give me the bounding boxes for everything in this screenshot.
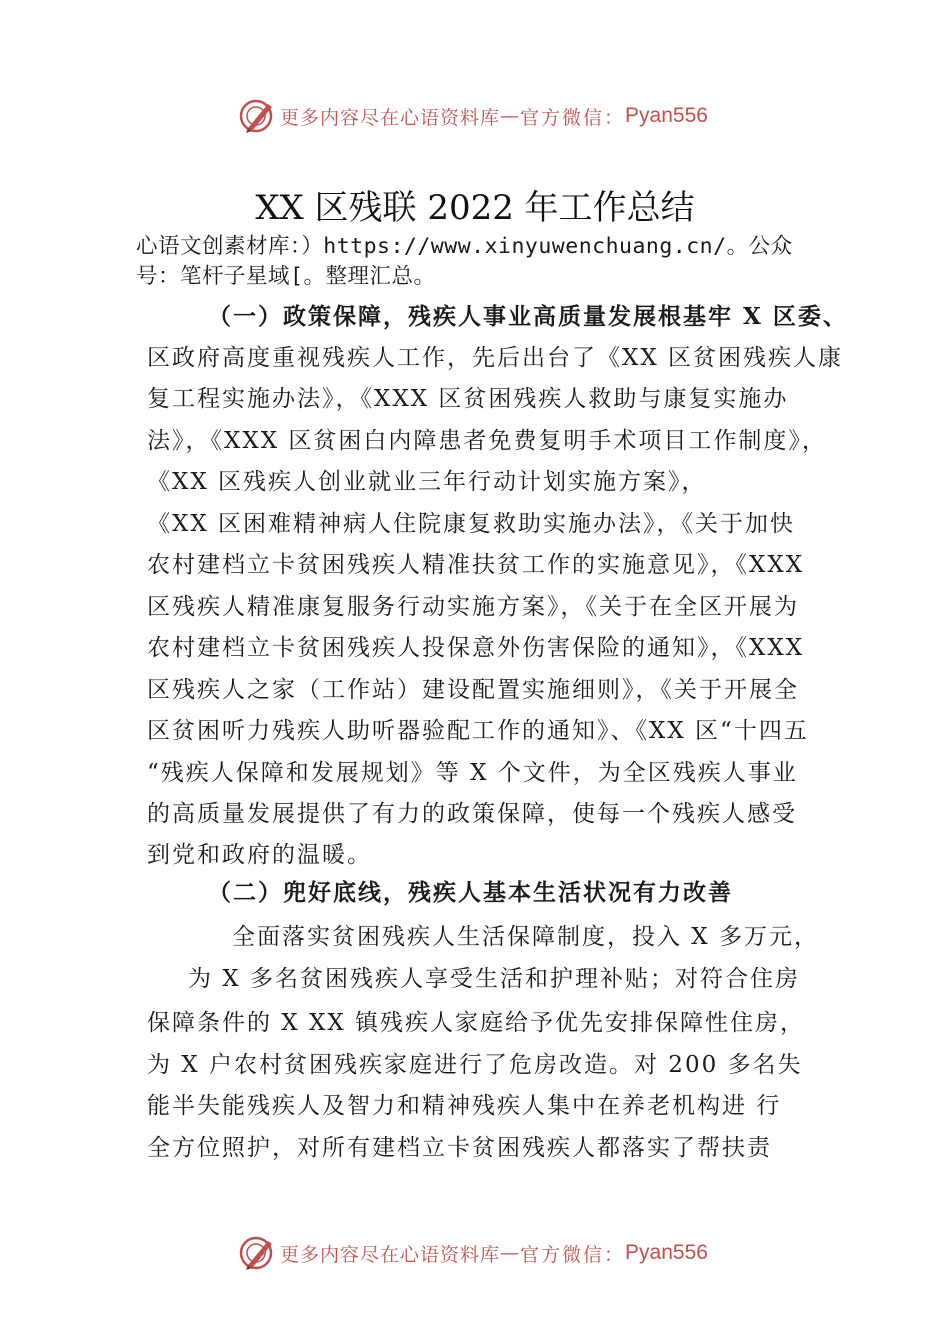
footer-banner: [238, 1233, 708, 1273]
paragraph-line: 区政府高度重视残疾人工作，先后出台了《XX 区贫困残疾人康: [147, 345, 844, 371]
pen-logo-icon: [238, 96, 278, 136]
banner-wechat-id: Pyan556: [625, 104, 708, 127]
document-title: XX 区残联 2022 年工作总结: [255, 188, 695, 228]
source-line: 心语文创素材库：）https://www.xinyuwenchuang.cn/。公众: [136, 234, 793, 259]
banner-wechat-id: Pyan556: [625, 1241, 708, 1264]
paragraph-line: 保障条件的 X XX 镇残疾人家庭给予优先安排保障性住房，: [147, 1010, 806, 1036]
paragraph-line: 农村建档立卡贫困残疾人投保意外伤害保险的通知》，《XXX: [147, 635, 805, 661]
paragraph-line: 农村建档立卡贫困残疾人精准扶贫工作的实施意见》，《XXX: [147, 552, 805, 578]
paragraph-line: 《XX 区困难精神病人住院康复救助实施办法》，《关于加快: [147, 511, 796, 537]
banner-brand-text: 更多内容尽在心语资料库: [280, 106, 501, 129]
banner-wechat-label: 官方微信：: [520, 106, 626, 129]
source-line: 号：笔杆子星域[。整理汇总。: [136, 264, 436, 289]
pen-logo-icon: [238, 1233, 278, 1273]
banner-wechat-label: 官方微信：: [520, 1243, 626, 1266]
header-banner: [238, 96, 708, 136]
paragraph-line: 区残疾人精准康复服务行动实施方案》，《关于在全区开展为: [147, 594, 799, 620]
paragraph-line: 区残疾人之家（工作站）建设配置实施细则》，《关于开展全: [147, 677, 799, 703]
paragraph-line: 的高质量发展提供了有力的政策保障，使每一个残疾人感受: [147, 801, 797, 827]
paragraph-line: 《XX 区残疾人创业就业三年行动计划实施方案》，: [147, 469, 707, 495]
paragraph-line: 能半失能残疾人及智力和精神残疾人集中在养老机构进 行: [147, 1093, 782, 1119]
paragraph-line: 到党和政府的温暖。: [147, 842, 372, 868]
banner-dash: —: [500, 105, 521, 127]
paragraph-line: 复工程实施办法》，《XXX 区贫困残疾人救助与康复实施办: [147, 386, 789, 412]
section-heading: （一）政策保障，残疾人事业高质量发展根基牢 X 区委、: [208, 303, 848, 330]
paragraph-line: “残疾人保障和发展规划》等 X 个文件，为全区残疾人事业: [147, 760, 798, 786]
paragraph-line: 为 X 多名贫困残疾人享受生活和护理补贴；对符合住房: [188, 966, 800, 992]
paragraph-line: 法》，《XXX 区贫困白内障患者免费复明手术项目工作制度》，: [147, 428, 827, 454]
banner-dash: —: [500, 1242, 521, 1264]
banner-brand-text: 更多内容尽在心语资料库: [280, 1243, 501, 1266]
paragraph-line: 全面落实贫困残疾人生活保障制度，投入 X 多万元，: [232, 924, 819, 950]
section-heading: （二）兜好底线，残疾人基本生活状况有力改善: [208, 879, 733, 906]
paragraph-line: 区贫困听力残疾人助听器验配工作的通知》、《XX 区“十四五: [147, 718, 809, 744]
paragraph-line: 全方位照护，对所有建档立卡贫困残疾人都落实了帮扶责: [147, 1135, 772, 1161]
paragraph-line: 为 X 户农村贫困残疾家庭进行了危房改造。对 200 多名失: [147, 1052, 803, 1078]
